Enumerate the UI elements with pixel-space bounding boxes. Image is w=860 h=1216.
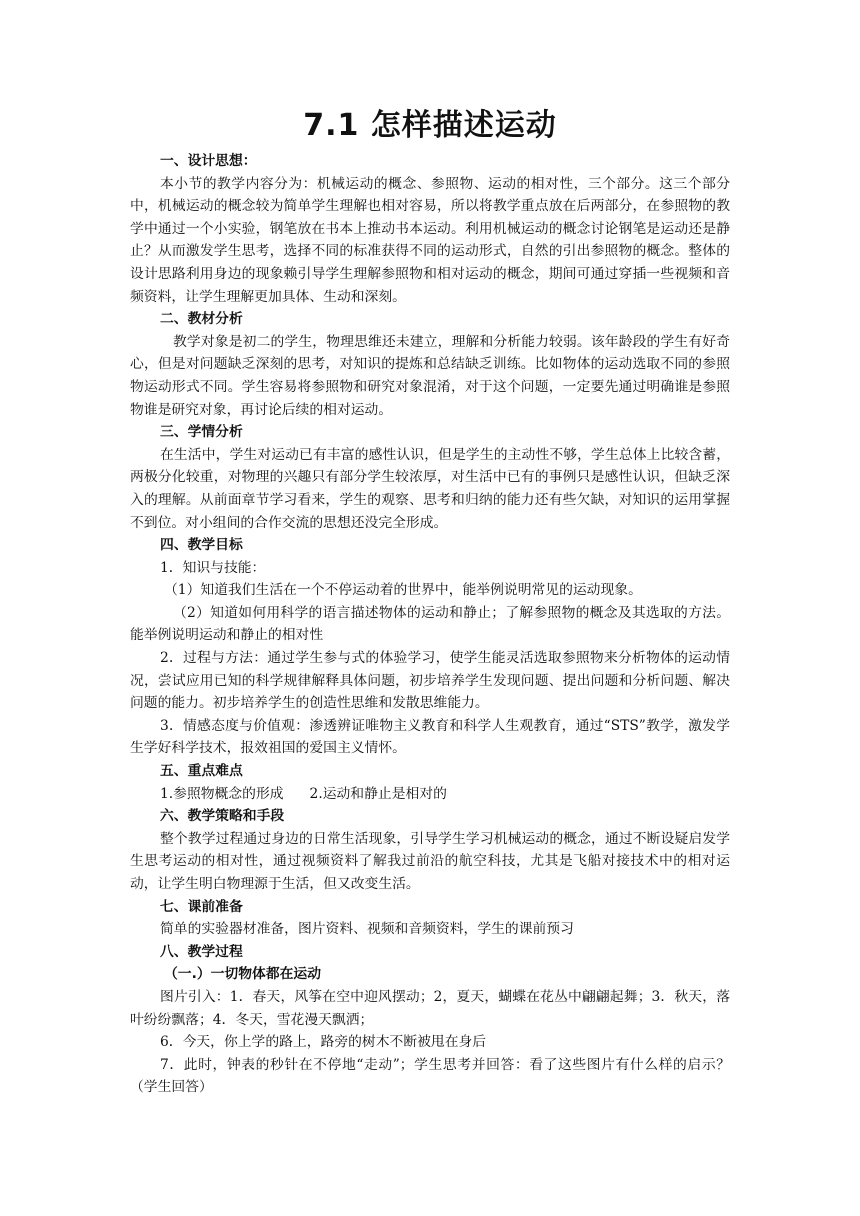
section-heading-design: 一、设计思想： — [160, 153, 257, 169]
key-points-line — [130, 783, 730, 806]
students-paragraph: 在生活中，学生对运动已有丰富的感性认识，但是学生的主动性不够，学生总体上比较含蓄，两极分化较重，对物理的兴趣只有部分学生较浓厚，对生活中已有的事例只是感性认识，但缺乏深入的理解。从前面章节学习看来，学生的观察、思考和归纳的能力还有些欠缺，对知识的运用掌握不到位。对小组间的合作交流的思想还没完全形成。 — [130, 446, 730, 531]
textbook-paragraph: 教学对象是初二的学生，物理思维还未建立，理解和分析能力较弱。该年龄段的学生有好奇心，但是对问题缺乏深刻的思考，对知识的提炼和总结缺乏训练。比如物体的运动选取不同的参照物运动形式不同。学生容易将参照物和研究对象混淆，对于这个问题，一定要先通过明确谁是参照物谁是研究对象，再讨论后续的相对运动。 — [130, 333, 730, 418]
section-heading-process: 八、教学过程 — [160, 943, 243, 960]
section-heading-goals: 四、教学目标 — [160, 537, 243, 554]
key-point-1: 1.参照物概念的形成 — [160, 785, 284, 802]
goal-knowledge: 1．知识与技能： — [160, 559, 266, 576]
goal-knowledge-1: （1）知道我们生活在一个不停运动着的世界中，能举例说明常见的运动现象。 — [164, 582, 642, 599]
section-heading-preparation: 七、课前准备 — [160, 898, 243, 915]
goal-process: 2．过程与方法：通过学生参与式的体验学习，使学生能灵活选取参照物来分析物体的运动情况，尝试应用已知的科学规律解释具体问题，初步培养学生发现问题、提出问题和分析问题、解决问题的能力。初步培养学生的创造性思维和发散思维能力。 — [130, 650, 730, 712]
section-heading-key-points: 五、重点难点 — [160, 763, 243, 780]
goal-attitude: 3．情感态度与价值观：渗透辨证唯物主义教育和科学人生观教育，通过“STS”教学，激发学生学好科学技术，报效祖国的爱国主义情怀。 — [130, 717, 730, 757]
strategy-paragraph: 整个教学过程通过身边的日常生活现象，引导学生学习机械运动的概念，通过不断设疑启发学生思考运动的相对性，通过视频资料了解我过前沿的航空科技，尤其是飞船对接技术中的相对运动，让学生明白物理源于生活，但又改变生活。 — [130, 830, 730, 892]
preparation-paragraph: 简单的实验器材准备，图片资料、视频和音频资料，学生的课前预习 — [160, 921, 574, 938]
section-heading-strategy: 六、教学策略和手段 — [160, 808, 285, 825]
key-point-2: 2.运动和静止是相对的 — [309, 785, 447, 802]
process-subheading: （一.）一切物体都在运动 — [164, 966, 322, 983]
process-paragraph-3: 7．此时，钟表的秒针在不停地“走动”；学生思考并回答：看了这些图片有什么样的启示？（学生回答） — [130, 1056, 730, 1096]
goal-knowledge-2: （2）知道如何用科学的语言描述物体的运动和静止；了解参照物的概念及其选取的方法。能举例说明运动和静止的相对性 — [130, 604, 730, 644]
process-paragraph-2: 6．今天，你上学的路上，路旁的树木不断被甩在身后 — [160, 1034, 487, 1051]
section-heading-students: 三、学情分析 — [160, 424, 243, 441]
design-paragraph: 本小节的教学内容分为：机械运动的概念、参照物、运动的相对性，三个部分。这三个部分中，机械运动的概念较为简单学生理解也相对容易，所以将教学重点放在后两部分，在参照物的教学中通过一个小实验，钢笔放在书本上推动书本运动。利用机械运动的概念讨论钢笔是运动还是静止？从而激发学生思考，选择不同的标准获得不同的运动形式，自然的引出参照物的概念。整体的设计思路利用身边的现象赖引导学生理解参照物和相对运动的概念，期间可通过穿插一些视频和音频资料，让学生理解更加具体、生动和深刻。 — [130, 175, 730, 305]
section-heading-textbook: 二、教材分析 — [160, 311, 243, 328]
document-body — [130, 150, 730, 1099]
page-title: 7.1 怎样描述运动 — [303, 108, 557, 143]
process-paragraph-1: 图片引入：1．春天，风筝在空中迎风摆动；2，夏天，蝴蝶在花丛中翩翩起舞；3．秋天，落叶纷纷飘落；4．冬天，雪花漫天飘洒； — [130, 988, 730, 1028]
